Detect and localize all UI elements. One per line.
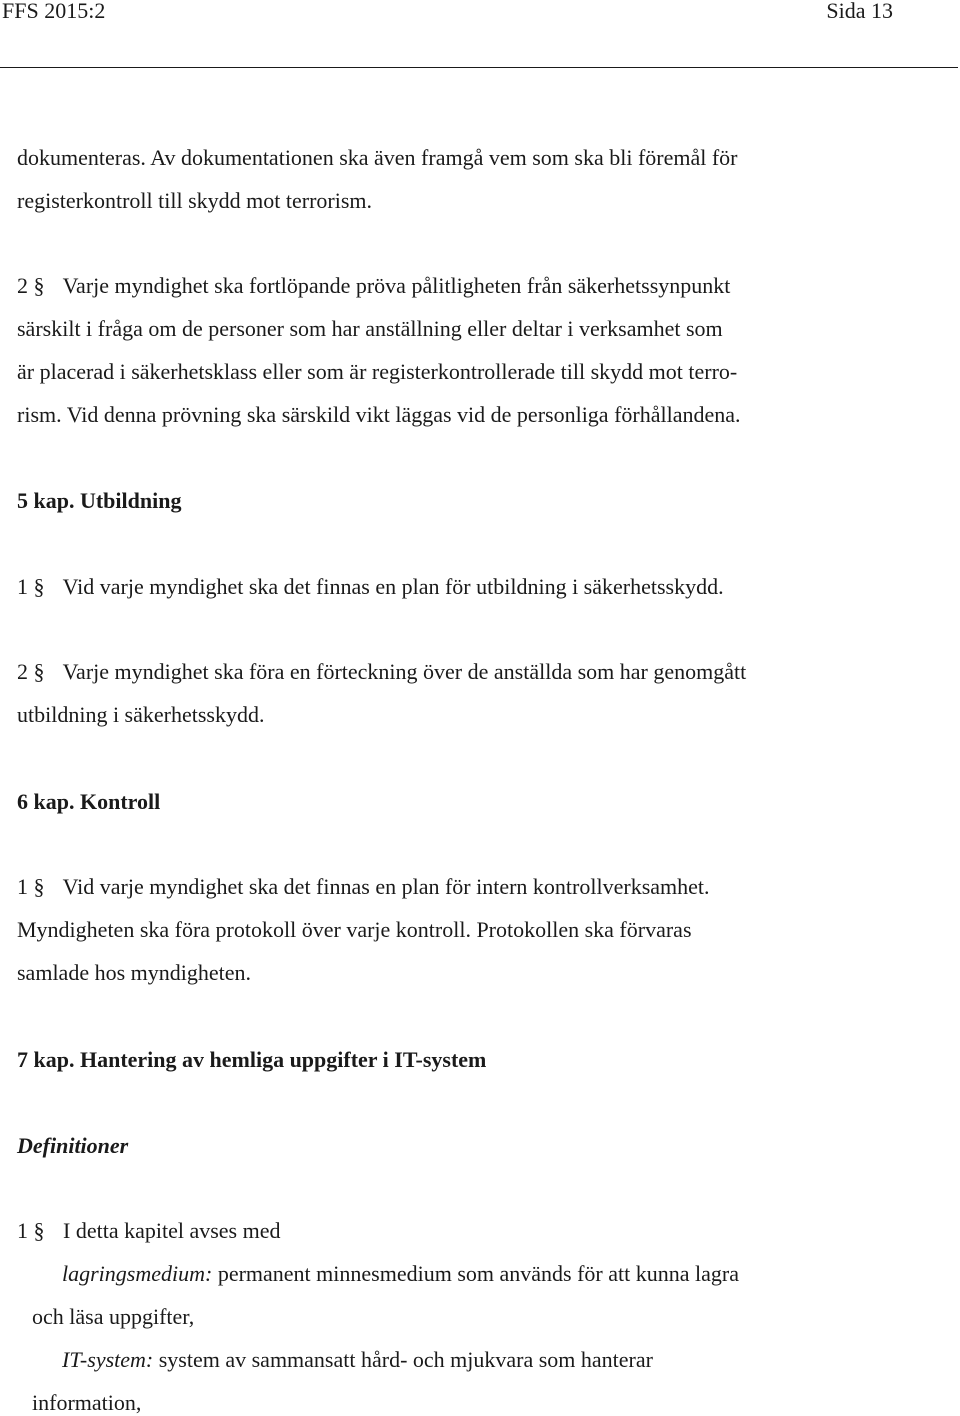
chapter-6-heading: 6 kap. Kontroll [17, 789, 161, 814]
paragraph-number: 2 [17, 273, 28, 298]
paragraph-number: 1 [17, 574, 28, 599]
text-line: information, [32, 1390, 142, 1415]
definition-it-system [62, 1347, 653, 1373]
paragraph-number: 1 [17, 874, 28, 899]
paragraph-number: 2 [17, 659, 28, 684]
section-symbol: § [33, 1218, 45, 1243]
section-symbol: § [33, 874, 45, 899]
text-span: Varje myndighet ska föra en förteckning över de anställda som har genomgått [62, 659, 747, 684]
subheading-definitions: Definitioner [17, 1133, 129, 1158]
text-line: samlade hos myndigheten. [17, 960, 252, 985]
definition-term: lagringsmedium: [62, 1261, 213, 1286]
definition-lagringsmedium [62, 1261, 739, 1287]
header-rule [0, 67, 958, 68]
section-symbol: § [33, 659, 45, 684]
text-line: rism. Vid denna prövning ska särskild vikt läggas vid de personliga förhållandena. [17, 402, 741, 427]
definition-term: IT-system: [62, 1347, 154, 1372]
text-line: Myndigheten ska föra protokoll över varje kontroll. Protokollen ska förvaras [17, 917, 692, 942]
header-page-number: Sida 13 [826, 0, 893, 23]
definition-text: system av sammansatt hård- och mjukvara som hanterar [158, 1347, 653, 1372]
text-span: Vid varje myndighet ska det finnas en plan för utbildning i säkerhetsskydd. [62, 574, 724, 599]
text-line: och läsa uppgifter, [32, 1304, 195, 1329]
text-line: registerkontroll till skydd mot terrorism. [17, 188, 373, 213]
text-line: utbildning i säkerhetsskydd. [17, 702, 265, 727]
text-line: dokumenteras. Av dokumentationen ska även framgå vem som ska bli föremål för [17, 145, 738, 170]
text-span: I detta kapitel avses med [63, 1218, 281, 1243]
text-line: är placerad i säkerhetsklass eller som är registerkontrollerade till skydd mot terro- [17, 359, 738, 384]
text-line: särskilt i fråga om de personer som har anställning eller deltar i verksamhet som [17, 316, 723, 341]
chapter-7-heading: 7 kap. Hantering av hemliga uppgifter i IT-system [17, 1047, 487, 1072]
section-symbol: § [33, 273, 45, 298]
section-2-line-1 [17, 273, 730, 299]
section-symbol: § [33, 574, 45, 599]
header-left: FFS 2015:2 [2, 0, 106, 23]
chapter-5-section-1 [17, 574, 724, 600]
chapter-5-section-2-line-1 [17, 659, 746, 685]
chapter-6-section-1-line-1 [17, 874, 710, 900]
chapter-5-heading: 5 kap. Utbildning [17, 488, 182, 513]
chapter-7-section-1 [17, 1218, 280, 1244]
text-span: Varje myndighet ska fortlöpande pröva pålitligheten från säkerhetssynpunkt [62, 273, 731, 298]
definition-text: permanent minnesmedium som används för att kunna lagra [217, 1261, 739, 1286]
text-span: Vid varje myndighet ska det finnas en plan för intern kontrollverksamhet. [62, 874, 710, 899]
paragraph-number: 1 [17, 1218, 28, 1243]
